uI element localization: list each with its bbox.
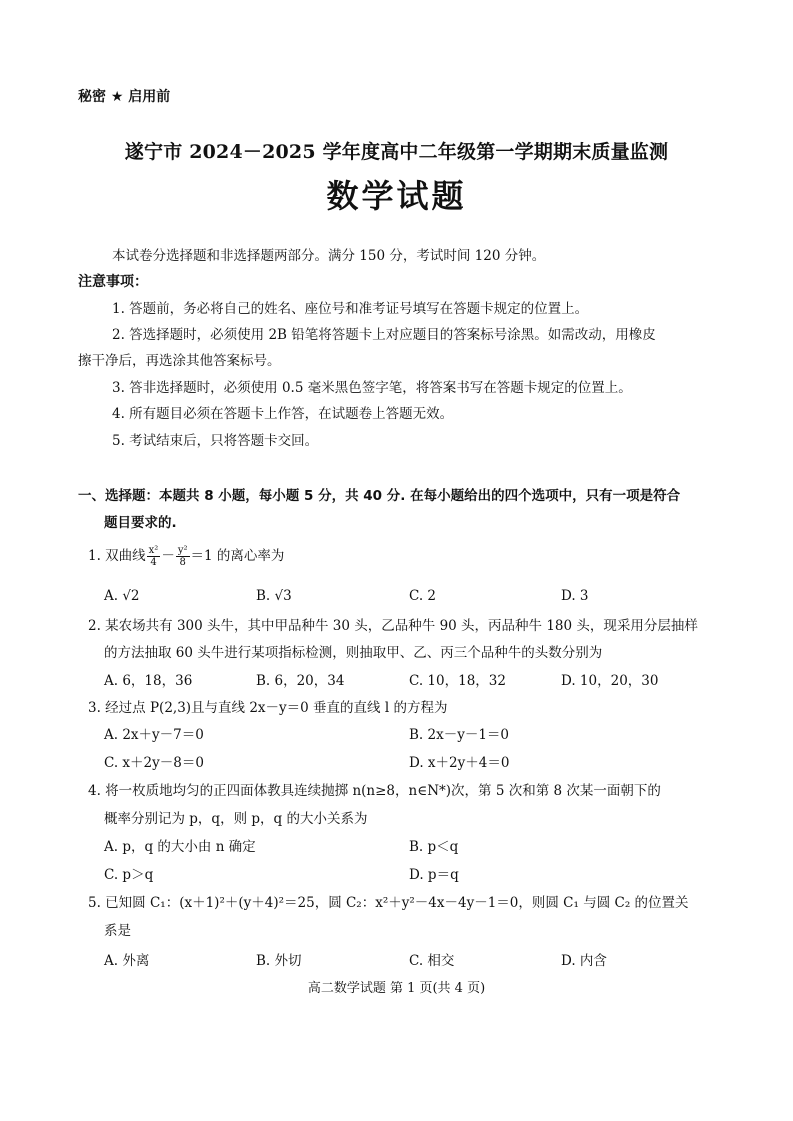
question-5: 5. 已知圆 C₁：(x＋1)²＋(y＋4)²＝25，圆 C₂：x²＋y²－4x－4y－1＝0，则圆 C₁ 与圆 C₂ 的位置关 xyxy=(88,895,689,911)
fraction: $\frac{\text{y²}}{8}$ xyxy=(177,545,188,568)
option-d: D. 内含 xyxy=(561,953,607,969)
option-c: C. x＋2y－8＝0 xyxy=(104,755,204,771)
option-b: B. p＜q xyxy=(409,839,459,855)
option-a: A. p，q 的大小由 n 确定 xyxy=(104,839,256,855)
note-item: 3. 答非选择题时，必须使用 0.5 毫米黑色签字笔，将答案书写在答题卡规定的位置上。 xyxy=(112,380,632,396)
section-heading-cont: 题目要求的. xyxy=(104,515,177,531)
option-d: D. 3 xyxy=(561,588,589,604)
option-d: D. 10，20，30 xyxy=(561,673,659,689)
option-c: C. 相交 xyxy=(409,953,455,969)
question-4-cont: 概率分别记为 p，q，则 p，q 的大小关系为 xyxy=(104,811,368,827)
question-text: 1. 双曲线 xyxy=(88,548,146,564)
note-item: 擦干净后，再选涂其他答案标号。 xyxy=(78,353,281,369)
fraction: $\frac{\text{x²}}{4}$ xyxy=(148,545,159,568)
option-c: C. p＞q xyxy=(104,867,154,883)
exam-summary: 本试卷分选择题和非选择题两部分。满分 150 分，考试时间 120 分钟。 xyxy=(112,248,546,264)
question-3: 3. 经过点 P(2,3)且与直线 2x－y＝0 垂直的直线 l 的方程为 xyxy=(88,700,448,716)
exam-title: 遂宁市 2024－2025 学年度高中二年级第一学期期末质量监测 xyxy=(124,141,669,163)
option-c: C. 2 xyxy=(409,588,437,604)
question-5-cont: 系是 xyxy=(104,923,131,939)
option-c: C. 10，18，32 xyxy=(409,673,506,689)
option-a: A. 2x＋y－7＝0 xyxy=(104,727,204,743)
note-item: 5. 考试结束后，只将答题卡交回。 xyxy=(112,433,319,449)
question-2: 2. 某农场共有 300 头牛，其中甲品种牛 30 头，乙品种牛 90 头，丙品种牛 180 头，现采用分层抽样 xyxy=(88,618,698,634)
option-d: D. x＋2y＋4＝0 xyxy=(409,755,510,771)
page-footer: 高二数学试题 第 1 页(共 4 页) xyxy=(307,981,486,996)
option-b: B. 6，20，34 xyxy=(256,673,345,689)
note-item: 4. 所有题目必须在答题卡上作答，在试题卷上答题无效。 xyxy=(112,406,454,422)
option-a: A. √2 xyxy=(104,588,140,604)
option-b: B. 2x－y－1＝0 xyxy=(409,727,510,743)
question-4: 4. 将一枚质地均匀的正四面体教具连续抛掷 n(n≥8，n∈N*)次，第 5 次和第 8 次某一面朝下的 xyxy=(88,783,661,799)
notes-title: 注意事项： xyxy=(78,274,148,290)
option-b: B. √3 xyxy=(256,588,292,604)
note-item: 1. 答题前，务必将自己的姓名、座位号和准考证号填写在答题卡规定的位置上。 xyxy=(112,301,589,317)
option-b: B. 外切 xyxy=(256,953,302,969)
question-2-cont: 的方法抽取 60 头牛进行某项指标检测，则抽取甲、乙、丙三个品种牛的头数分别为 xyxy=(104,645,603,661)
section-heading: 一、选择题：本题共 8 小题，每小题 5 分，共 40 分. 在每小题给出的四个选项中，只有一项是符合 xyxy=(78,488,681,504)
question-1: 1. 双曲线 $\frac{\text{x²}}{4}$ － $\frac{\text{y²}}{8}$ ＝1 的离心率为 xyxy=(88,545,285,568)
option-a: A. 外离 xyxy=(104,953,150,969)
note-item: 2. 答选择题时，必须使用 2B 铅笔将答题卡上对应题目的答案标号涂黑。如需改动，用橡皮 xyxy=(112,327,656,343)
option-d: D. p＝q xyxy=(409,867,459,883)
confidential-label: 秘密 ★ 启用前 xyxy=(78,89,171,105)
subject-title: 数学试题 xyxy=(326,177,467,215)
option-a: A. 6，18，36 xyxy=(104,673,193,689)
